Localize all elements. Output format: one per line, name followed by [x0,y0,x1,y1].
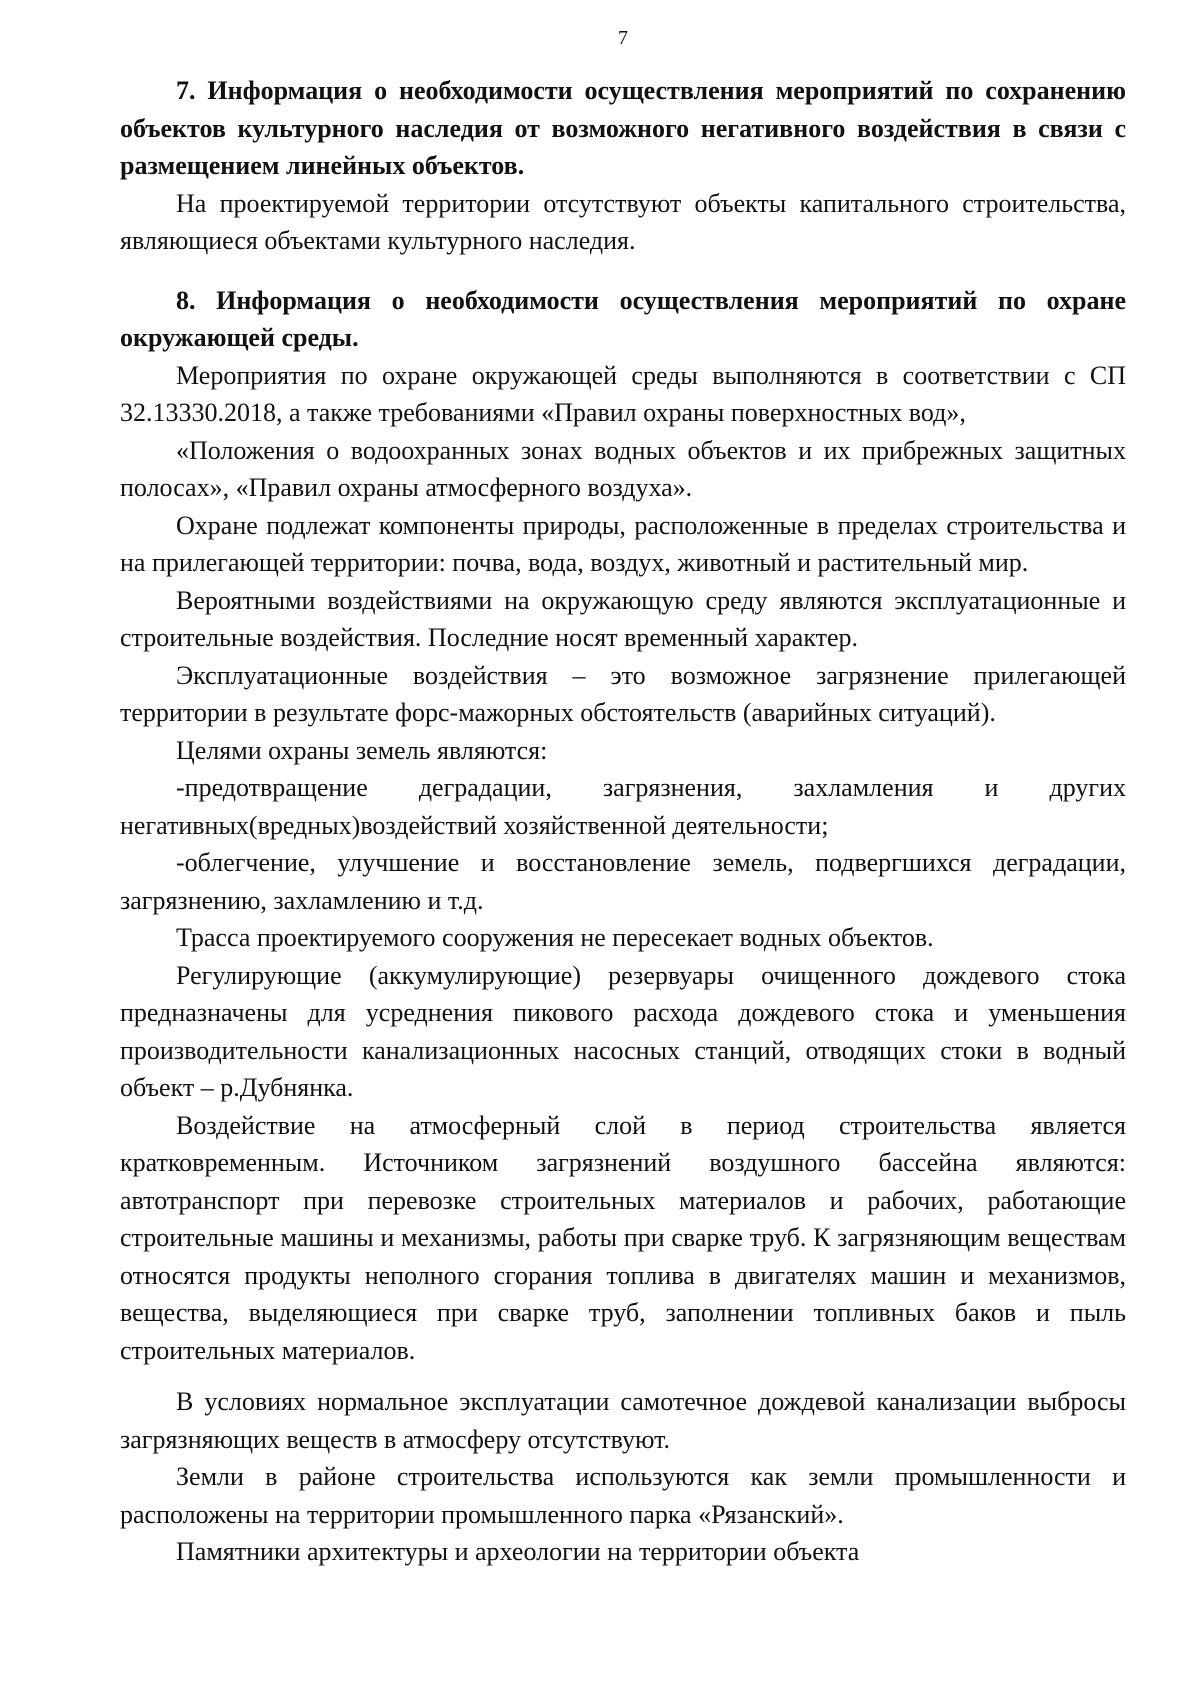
section-7-heading: 7. Информация о необходимости осуществления мероприятий по сохранению объектов культурного наследия от возможного негативного воздействия в связи с размещением линейных объектов. [120,76,1126,180]
section-8-paragraph: Вероятными воздействиями на окружающую среду являются эксплуатационные и строительные воздействия. Последние носят временный характер. [120,585,1126,652]
section-8-paragraph: Целями охраны земель являются: [176,735,548,765]
section-8-paragraph: «Положения о водоохранных зонах водных объектов и их прибрежных защитных полосах», «Правил охраны атмосферного воздуха». [120,435,1126,502]
section-8-paragraph: Трасса проектируемого сооружения не пересекает водных объектов. [176,923,934,952]
section-8-paragraph: Регулирующие (аккумулирующие) резервуары очищенного дождевого стока предназначены для усреднения пикового расхода дождевого стока и уменьшения производительности канализационных насосных станций, отводящих стоки в водный объект – р.Дубнянка. [120,960,1126,1102]
section-8-paragraph: Эксплуатационные воздействия – это возможное загрязнение прилегающей территории в результате форс-мажорных обстоятельств (аварийных ситуаций). [120,660,1126,727]
section-8-paragraph: В условиях нормальное эксплуатации самотечное дождевой канализации выбросы загрязняющих веществ в атмосферу отсутствуют. [120,1387,1126,1454]
section-8-paragraph: -облегчение, улучшение и восстановление земель, подвергшихся деградации, загрязнению, захламлению и т.д. [120,848,1126,915]
section-8-paragraph: Мероприятия по охране окружающей среды выполняются в соответствии с СП 32.13330.2018, а также требованиями «Правил охраны поверхностных вод», [120,360,1126,427]
section-8-paragraph: Памятники архитектуры и археологии на территории объекта [176,1537,860,1566]
section-8-heading: 8. Информация о необходимости осуществления мероприятий по охране окружающей среды. [120,285,1126,352]
section-8-paragraph: -предотвращение деградации, загрязнения, захламления и других негативных(вредных)воздействий хозяйственной деятельности; [120,773,1126,840]
page-number: 7 [618,27,628,49]
section-8-paragraph: Воздействие на атмосферный слой в период строительства является кратковременным. Источником загрязнений воздушного бассейна являются: автотранспорт при перевозке строительных материалов и рабочих, работающие строительные машины и механизмы, работы при сварке труб. К загрязняющим веществам относятся продукты неполного сгорания топлива в двигателях машин и механизмов, вещества, выделяющиеся при сварке труб, заполнении топливных баков и пыль строительных материалов. [120,1110,1126,1365]
section-8-paragraph: Земли в районе строительства используются как земли промышленности и расположены на территории промышленного парка «Рязанский». [120,1462,1126,1529]
section-7-paragraph: На проектируемой территории отсутствуют объекты капитального строительства, являющиеся объектами культурного наследия. [120,188,1126,255]
section-8-paragraph: Охране подлежат компоненты природы, расположенные в пределах строительства и на прилегающей территории: почва, вода, воздух, животный и растительный мир. [120,510,1126,577]
